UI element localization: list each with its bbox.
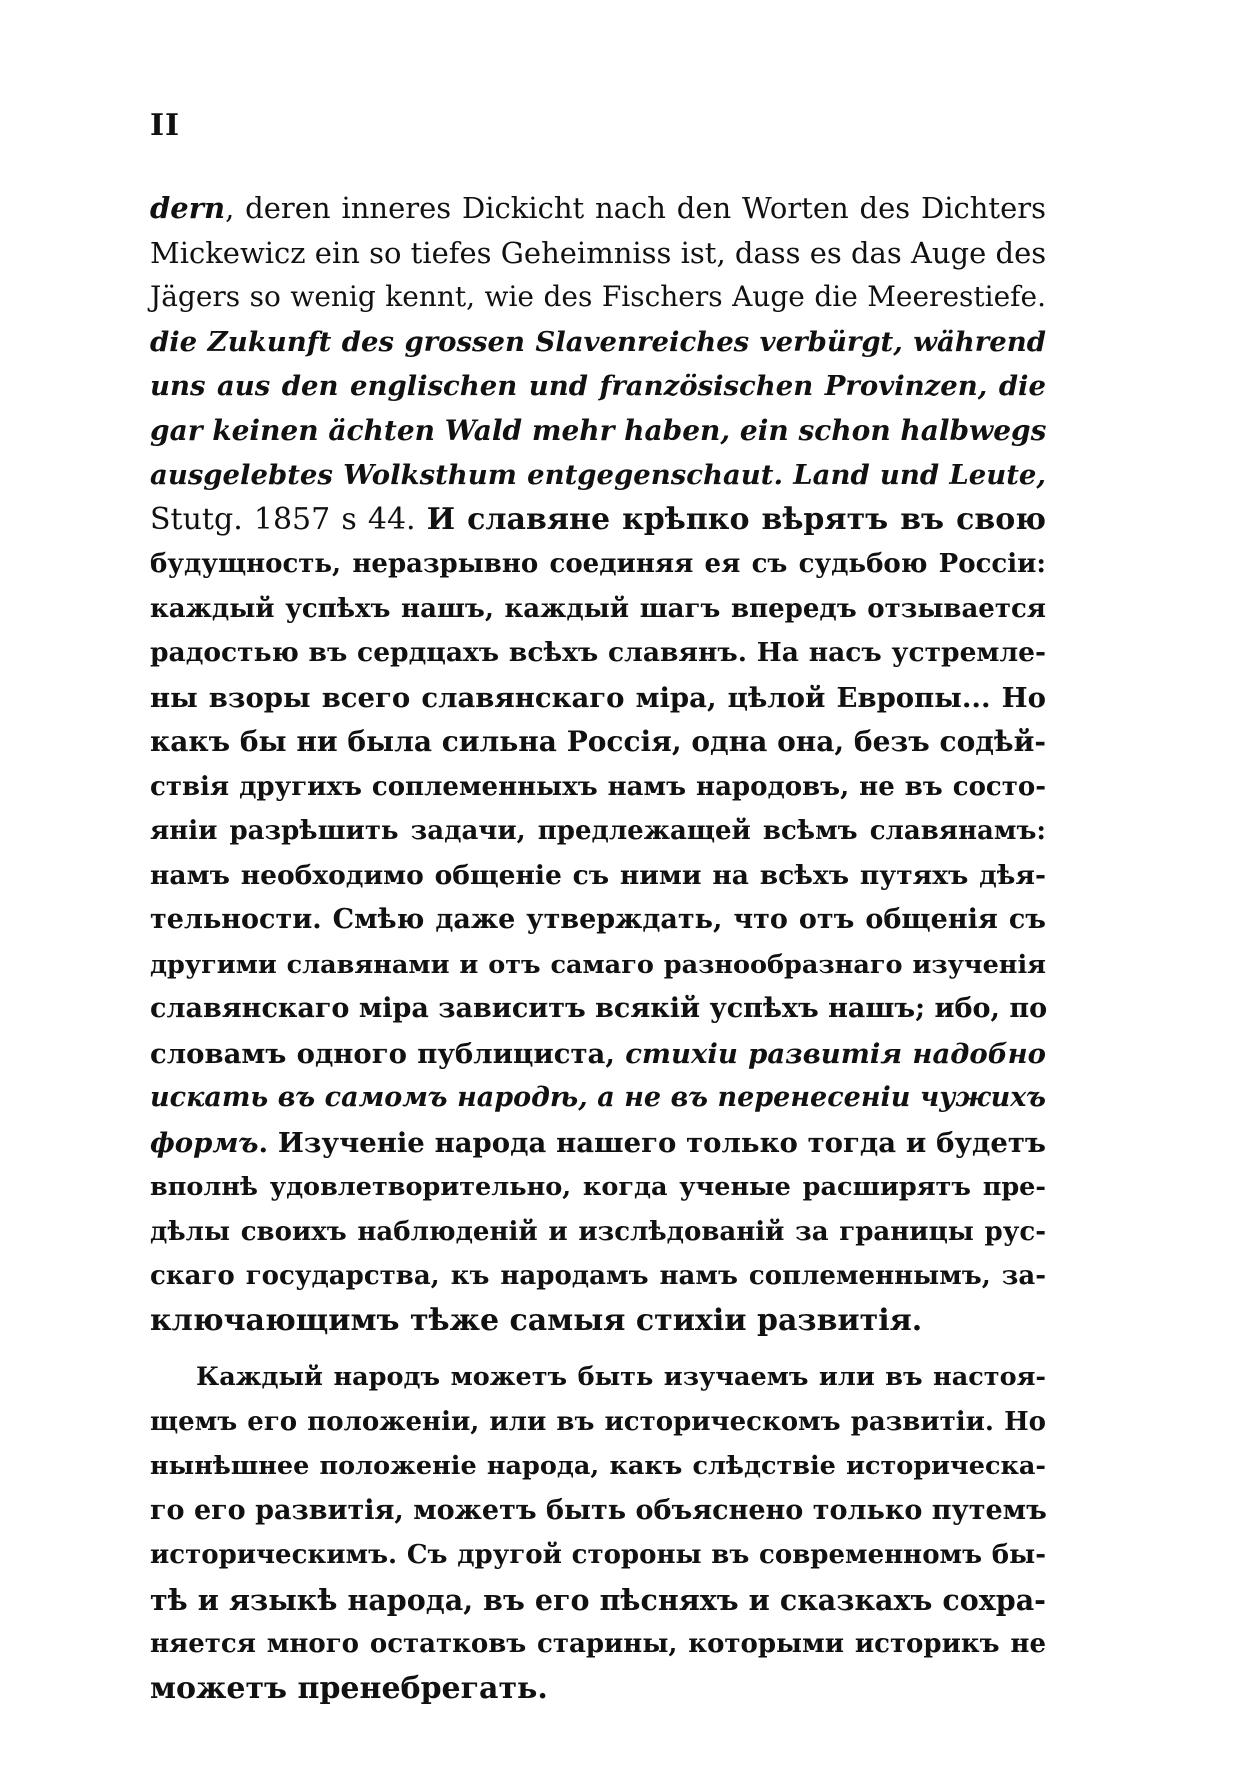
text-segment: Mickewicz ein so tiefes Geheimniss ist, dass es das Auge des <box>150 235 1047 270</box>
text-segment: стихіи развитія надобно <box>625 1037 1046 1070</box>
text-line <box>150 1076 1046 1121</box>
text-line <box>150 1032 1046 1077</box>
text-segment: ны взоры всего славянскаго міра, цѣлой Европы... Но <box>150 681 1046 714</box>
text-line <box>150 364 1046 409</box>
text-segment: формъ <box>150 1126 259 1159</box>
text-line <box>150 186 1046 231</box>
text-line <box>150 275 1046 320</box>
text-segment: uns aus den englischen und französischen Provinzen, die <box>150 370 1046 402</box>
text-segment: другими славянами и отъ самаго разнообразнаго изученія <box>150 949 1046 980</box>
text-line <box>150 1578 1046 1623</box>
text-segment: словамъ одного публициста, <box>150 1037 626 1070</box>
text-segment: намъ необходимо общеніе съ ними на всѣхъ путяхъ дѣя- <box>150 859 1046 891</box>
text-segment: няется много остатковъ старины, которыми историкъ не <box>150 1629 1046 1659</box>
text-segment: радостью въ сердцахъ всѣхъ славянъ. На насъ устремле- <box>150 637 1046 668</box>
text-segment: славянскаго міра зависитъ всякій успѣхъ нашъ; ибо, по <box>150 993 1048 1024</box>
text-line <box>150 1533 1046 1578</box>
text-line <box>150 1121 1046 1166</box>
text-segment: тѣ и языкѣ народа, въ его пѣсняхъ и сказкахъ сохра- <box>150 1582 1046 1617</box>
text-segment: скаго государства, къ народамъ намъ соплеменнымъ, за- <box>150 1261 1046 1291</box>
text-line <box>150 409 1046 454</box>
text-segment: gar keinen ächten Wald mehr haben, ein schon halbwegs <box>150 413 1047 447</box>
text-segment: dern <box>150 191 226 225</box>
text-line <box>150 1400 1046 1445</box>
text-segment: тельности. Смѣю даже утверждать, что отъ общенія съ <box>150 904 1046 935</box>
text-segment: искать въ самомъ народѣ, а не въ перенесеніи чужихъ <box>150 1082 1046 1113</box>
text-segment: щемъ его положеніи, или въ историческомъ развитіи. Но <box>150 1406 1046 1437</box>
text-line <box>150 720 1046 765</box>
text-line <box>150 1622 1046 1667</box>
text-line <box>150 631 1046 676</box>
text-line <box>150 320 1046 365</box>
text-line <box>150 498 1046 543</box>
paragraph <box>150 186 1046 1343</box>
text-segment: ключающимъ тѣже самыя стихіи развитія. <box>150 1302 923 1338</box>
page-number: II <box>150 108 181 143</box>
text-line <box>150 1299 1046 1344</box>
text-segment: вполнѣ удовлетворительно, когда ученые расширятъ пре- <box>150 1172 1046 1202</box>
text-line <box>150 1444 1046 1489</box>
text-segment: И славяне крѣпко вѣрятъ въ свою <box>426 501 1047 537</box>
text-segment: Stutg. 1857 s 44. <box>150 501 427 537</box>
text-line <box>150 765 1046 810</box>
text-segment: каждый успѣхъ нашъ, каждый шагъ впередъ отзывается <box>150 593 1046 624</box>
text-line <box>150 1489 1046 1534</box>
text-segment: историческимъ. Съ другой стороны въ современномъ бы- <box>150 1540 1046 1570</box>
text-line <box>150 1165 1046 1210</box>
text-line <box>150 676 1046 721</box>
text-segment: яніи разрѣшить задачи, предлежащей всѣмъ славянамъ: <box>150 816 1046 846</box>
text-segment: будущность, неразрывно соединяя ея съ судьбою Россіи: <box>150 549 1046 579</box>
text-segment: ausgelebtes Wolksthum entgegenschaut. Land und Leute, <box>150 459 1046 491</box>
text-segment: ствія другихъ соплеменныхъ намъ народовъ, не въ состо- <box>150 771 1046 802</box>
text-segment: какъ бы ни была сильна Россія, одна она, безъ содѣй- <box>150 725 1046 758</box>
text-segment: дѣлы своихъ наблюденій и изслѣдованій за границы рус- <box>150 1216 1046 1247</box>
text-line <box>150 898 1046 943</box>
text-line <box>150 542 1046 587</box>
text-line <box>150 587 1046 632</box>
paragraph <box>150 1355 1046 1711</box>
text-line <box>150 943 1046 988</box>
text-line <box>150 854 1046 899</box>
text-line <box>150 809 1046 854</box>
text-segment: нынѣшнее положеніе народа, какъ слѣдствіе историческа- <box>150 1451 1046 1481</box>
text-segment: можетъ пренебрегать. <box>150 1670 548 1706</box>
text-line <box>150 1254 1046 1299</box>
text-segment: Каждый народъ можетъ быть изучаемъ или въ настоя- <box>196 1362 1046 1392</box>
text-line <box>150 1210 1046 1255</box>
text-segment: die Zukunft des grossen Slavenreiches verbürgt, während <box>150 325 1046 358</box>
text-line <box>150 1355 1046 1400</box>
text-line <box>150 987 1046 1032</box>
body-text <box>150 186 1046 1711</box>
text-segment: го его развитія, можетъ быть объяснено только путемъ <box>150 1494 1047 1526</box>
text-segment: Jägers so wenig kennt, wie des Fischers Auge die Meerestiefe. <box>150 280 1046 313</box>
text-line <box>150 1667 1046 1712</box>
text-line <box>150 453 1046 498</box>
text-segment: , deren inneres Dickicht nach den Worten des Dichters <box>225 191 1046 225</box>
text-line <box>150 231 1046 276</box>
text-segment: . Изученіе народа нашего только тогда и будетъ <box>258 1126 1046 1159</box>
